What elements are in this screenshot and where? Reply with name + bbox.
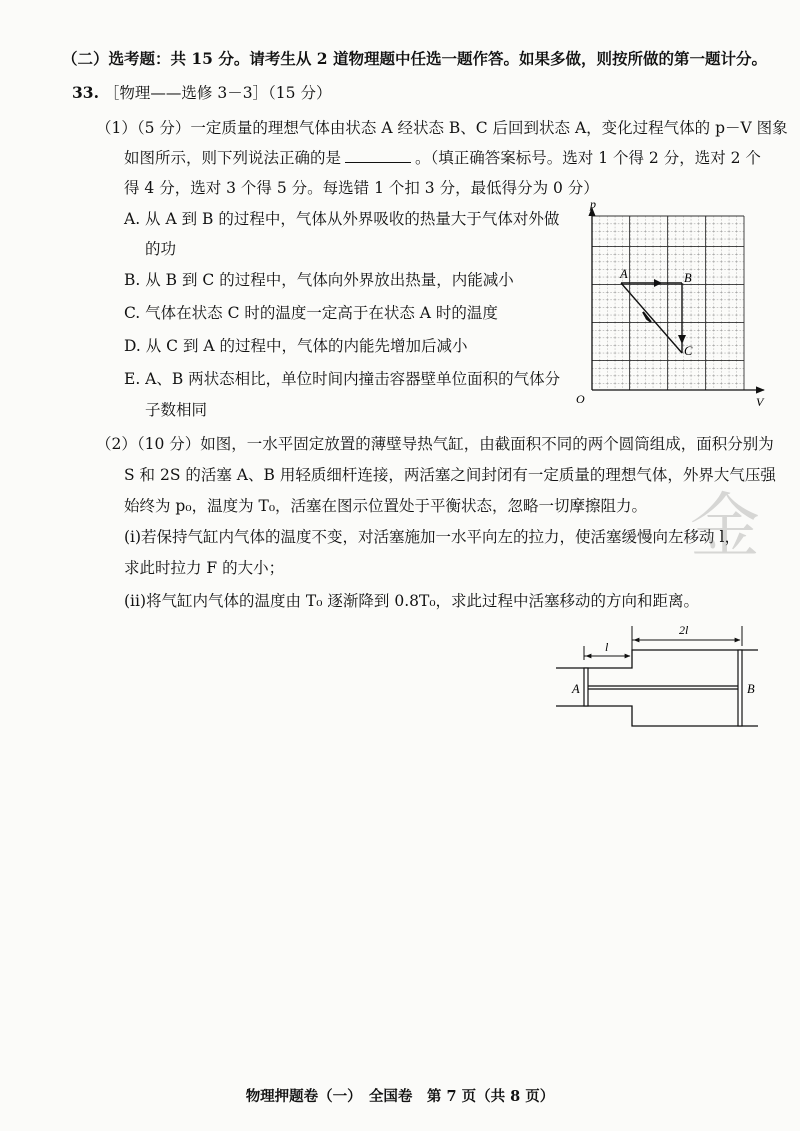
option-a-line2: 的功 <box>145 240 177 258</box>
part2-line3: 始终为 p₀，温度为 T₀，活塞在图示位置处于平衡状态，忽略一切摩擦阻力。 <box>124 497 648 515</box>
option-c: C. 气体在状态 C 时的温度一定高于在状态 A 时的温度 <box>124 304 498 322</box>
pv-graph <box>568 198 778 410</box>
part1-stem-line3: 得 4 分，选对 3 个得 5 分。每选错 1 个扣 3 分，最低得分为 0 分） <box>124 179 599 197</box>
part2-sub1-line2: 求此时拉力 F 的大小； <box>124 559 285 577</box>
point-b-label: B <box>684 271 692 285</box>
origin-label: O <box>576 392 585 406</box>
option-e-line2: 子数相同 <box>145 401 208 419</box>
option-b: B. 从 B 到 C 的过程中，气体向外界放出热量，内能减小 <box>124 271 514 289</box>
part1-stem-text1: 一定质量的理想气体由状态 A 经状态 B、C 后回到状态 A，变化过程气体的 p－V 图象 <box>190 119 788 137</box>
part2-line1: （2）（10 分）如图，一水平固定放置的薄壁导热气缸，由截面积不同的两个圆筒组成，面积分别为 <box>96 435 774 453</box>
option-a-line1: A. 从 A 到 B 的过程中，气体从外界吸收的热量大于气体对外做 <box>124 210 560 228</box>
cylinder-top-wall <box>556 650 758 668</box>
watermark-logo: 金 <box>690 485 760 567</box>
section-header: （二）选考题：共 15 分。请考生从 2 道物理题中任选一题作答。如果多做，则按所做的第一题计分。 <box>62 49 767 68</box>
option-d: D. 从 C 到 A 的过程中，气体的内能先增加后减小 <box>124 337 468 355</box>
point-c-label: C <box>684 344 693 358</box>
page-footer: 物理押题卷（一） 全国卷 第 7 页（共 8 页） <box>245 1088 555 1105</box>
p-axis-label: p <box>590 198 596 211</box>
piston-a <box>584 668 588 706</box>
cylinder-bottom-wall <box>556 706 758 726</box>
part2-line2: S 和 2S 的活塞 A、B 用轻质细杆连接，两活塞之间封闭有一定质量的理想气体，外界大气压强 <box>124 466 776 484</box>
part1-stem-line2 <box>124 147 761 169</box>
part1-label: （1）（5 分） <box>96 119 191 137</box>
part1-stem-text2b: 。（填正确答案标号。选对 1 个得 2 分，选对 2 个 <box>415 149 761 167</box>
question-33-heading <box>72 82 331 104</box>
option-e-line1: E. A、B 两状态相比，单位时间内撞击容器壁单位面积的气体分 <box>124 370 561 388</box>
part1-stem-text2a: 如图所示，则下列说法正确的是 <box>124 149 342 167</box>
answer-blank[interactable] <box>345 148 411 163</box>
v-axis-label: V <box>756 395 764 409</box>
part2-sub2: (ii)将气缸内气体的温度由 T₀ 逐渐降到 0.8T₀，求此过程中活塞移动的方向和距离。 <box>124 592 700 610</box>
piston-b-label: B <box>747 682 755 696</box>
question-number: 33. <box>72 83 99 102</box>
piston-a-label: A <box>572 682 580 696</box>
dim-l-label: l <box>605 640 609 654</box>
cylinder-figure <box>548 618 770 734</box>
question-title: ［物理——选修 3－3］（15 分） <box>103 84 332 102</box>
dim-2l-label: 2l <box>679 623 689 637</box>
piston-b <box>738 650 742 726</box>
part1-stem-line1 <box>96 117 788 139</box>
point-a-label: A <box>620 267 628 281</box>
part2-sub1-line1: (i)若保持气缸内气体的温度不变，对活塞施加一水平向左的拉力，使活塞缓慢向左移动 l， <box>124 528 740 546</box>
